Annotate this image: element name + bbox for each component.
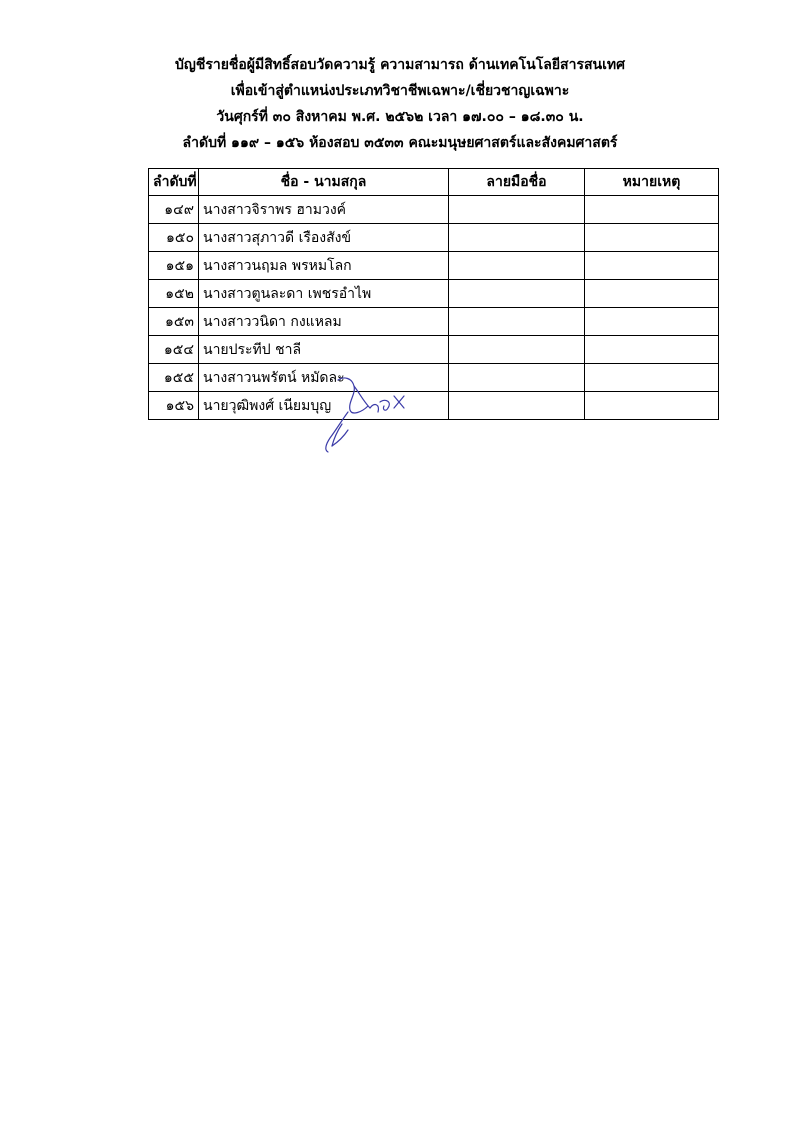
column-header-note: หมายเหตุ — [585, 169, 719, 196]
row-signature-cell — [449, 280, 585, 308]
row-signature-cell — [449, 308, 585, 336]
table-row — [149, 280, 719, 308]
table-row — [149, 336, 719, 364]
row-signature-cell — [449, 196, 585, 224]
row-number: ๑๕๕ — [149, 364, 199, 392]
row-note-cell — [585, 196, 719, 224]
column-header-signature: ลายมือชื่อ — [449, 169, 585, 196]
row-note-cell — [585, 336, 719, 364]
roster-table — [148, 168, 719, 420]
table-row — [149, 392, 719, 420]
row-signature-cell — [449, 336, 585, 364]
row-number: ๑๕๐ — [149, 224, 199, 252]
row-name: นางสาววนิดา กงแหลม — [199, 308, 449, 336]
document-header — [0, 52, 800, 156]
row-note-cell — [585, 308, 719, 336]
row-name: นางสาวนฤมล พรหมโลก — [199, 252, 449, 280]
table-row — [149, 364, 719, 392]
row-number: ๑๕๔ — [149, 336, 199, 364]
title-line-2: เพื่อเข้าสู่ตำแหน่งประเภทวิชาชีพเฉพาะ/เชี่ยวชาญเฉพาะ — [230, 83, 570, 99]
row-number: ๑๕๑ — [149, 252, 199, 280]
title-line-1: บัญชีรายชื่อผู้มีสิทธิ์สอบวัดความรู้ ความสามารถ ด้านเทคโนโลยีสารสนเทศ — [175, 57, 625, 73]
row-note-cell — [585, 252, 719, 280]
title-line-4: ลำดับที่ ๑๑๙ – ๑๕๖ ห้องสอบ ๓๕๓๓ คณะมนุษยศาสตร์และสังคมศาสตร์ — [182, 135, 618, 151]
row-name: นางสาวสุภาวดี เรืองสังข์ — [199, 224, 449, 252]
table-row — [149, 308, 719, 336]
row-number: ๑๕๖ — [149, 392, 199, 420]
row-name: นายประทีป ชาลี — [199, 336, 449, 364]
row-signature-cell — [449, 252, 585, 280]
row-signature-cell — [449, 392, 585, 420]
column-header-number: ลำดับที่ — [149, 169, 199, 196]
table-row — [149, 252, 719, 280]
row-signature-cell — [449, 224, 585, 252]
table-row — [149, 224, 719, 252]
row-name: นายวุฒิพงศ์ เนียมบุญ — [199, 392, 449, 420]
title-line-3: วันศุกร์ที่ ๓๐ สิงหาคม พ.ศ. ๒๕๖๒ เวลา ๑๗.๐๐ – ๑๘.๓๐ น. — [216, 109, 584, 125]
row-number: ๑๕๒ — [149, 280, 199, 308]
column-header-name: ชื่อ - นามสกุล — [199, 169, 449, 196]
row-note-cell — [585, 364, 719, 392]
row-note-cell — [585, 280, 719, 308]
row-number: ๑๔๙ — [149, 196, 199, 224]
row-name: นางสาวตูนละดา เพชรอำไพ — [199, 280, 449, 308]
row-note-cell — [585, 392, 719, 420]
row-name: นางสาวจิราพร ฮามวงค์ — [199, 196, 449, 224]
row-number: ๑๕๓ — [149, 308, 199, 336]
row-name: นางสาวนพรัตน์ หมัดละ — [199, 364, 449, 392]
row-note-cell — [585, 224, 719, 252]
handwritten-signature-mark — [308, 372, 418, 456]
table-header-row — [149, 169, 719, 196]
table-row — [149, 196, 719, 224]
row-signature-cell — [449, 364, 585, 392]
